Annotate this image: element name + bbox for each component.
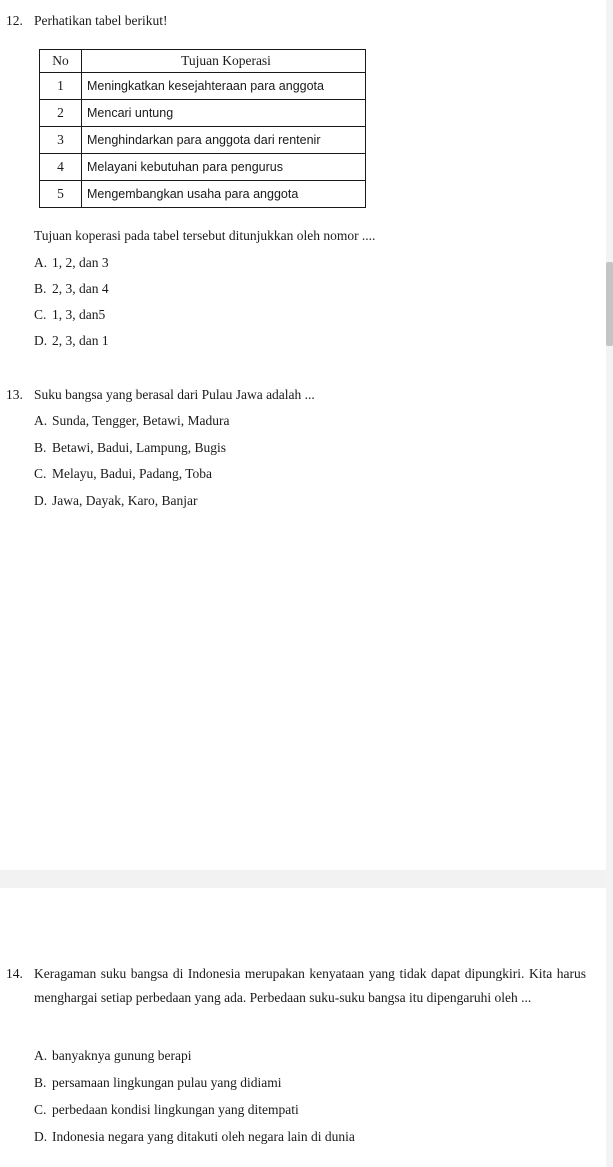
option-letter: D. [34,1129,48,1144]
column-header-no: No [40,50,82,73]
question-14-number: 14. [6,966,23,981]
table-row [40,73,366,100]
cooperative-goals-table [39,49,366,208]
row-goal: Mengembangkan usaha para anggota [82,181,366,208]
table-row [40,181,366,208]
table-row [40,154,366,181]
option-text: 2, 3, dan 4 [52,281,109,296]
question-14-option-c[interactable] [34,1102,299,1118]
row-number: 4 [40,154,82,181]
option-letter: B. [34,1075,47,1090]
option-text: 1, 2, dan 3 [52,255,109,270]
option-letter: C. [34,466,47,481]
option-letter: C. [34,1102,47,1117]
question-14-option-a[interactable] [34,1048,191,1064]
option-text: Sunda, Tengger, Betawi, Madura [52,413,230,428]
option-text: Jawa, Dayak, Karo, Banjar [52,493,198,508]
table-header-row [40,50,366,73]
question-12-option-d[interactable] [34,333,109,349]
question-14-text: Keragaman suku bangsa di Indonesia merupakan kenyataan yang tidak dapat dipungkiri. Kita harus menghargai setiap perbedaan yang ada. Perbedaan suku-suku bangsa itu dipengaruhi oleh ... [34,966,586,1005]
option-letter: B. [34,440,47,455]
question-13-option-c[interactable] [34,466,212,482]
column-header-goal: Tujuan Koperasi [82,50,366,73]
option-letter: A. [34,1048,48,1063]
option-text: Melayu, Badui, Padang, Toba [52,466,213,481]
question-13-number: 13. [6,387,23,402]
option-text: banyaknya gunung berapi [52,1048,192,1063]
option-letter: A. [34,255,48,270]
row-goal: Melayani kebutuhan para pengurus [82,154,366,181]
question-12-option-b[interactable] [34,281,109,297]
row-goal: Meningkatkan kesejahteraan para anggota [82,73,366,100]
option-text: perbedaan kondisi lingkungan yang ditempati [52,1102,299,1117]
scrollbar-track[interactable] [606,0,613,1167]
option-text: Indonesia negara yang ditakuti oleh negara lain di dunia [52,1129,355,1144]
question-13-option-d[interactable] [34,493,197,509]
scrollbar-thumb[interactable] [606,262,613,346]
option-text: Betawi, Badui, Lampung, Bugis [52,440,226,455]
question-13-option-b[interactable] [34,440,226,456]
row-goal: Menghindarkan para anggota dari rentenir [82,127,366,154]
page-break [0,870,606,888]
row-number: 2 [40,100,82,127]
question-13-option-a[interactable] [34,413,229,429]
option-letter: B. [34,281,47,296]
row-number: 3 [40,127,82,154]
option-letter: A. [34,413,48,428]
option-text: persamaan lingkungan pulau yang didiami [52,1075,282,1090]
question-12-option-a[interactable] [34,255,109,271]
row-goal: Mencari untung [82,100,366,127]
option-letter: D. [34,333,48,348]
option-letter: D. [34,493,48,508]
option-text: 1, 3, dan5 [52,307,106,322]
row-number: 1 [40,73,82,100]
question-12-prompt: Perhatikan tabel berikut! [34,13,168,28]
question-12-number: 12. [6,13,23,28]
row-number: 5 [40,181,82,208]
table-row [40,127,366,154]
question-12-text: Tujuan koperasi pada tabel tersebut ditunjukkan oleh nomor .... [34,228,376,243]
table-row [40,100,366,127]
option-letter: C. [34,307,47,322]
question-12-option-c[interactable] [34,307,105,323]
question-14-option-d[interactable] [34,1129,355,1145]
question-14-option-b[interactable] [34,1075,281,1091]
option-text: 2, 3, dan 1 [52,333,109,348]
question-13-text: Suku bangsa yang berasal dari Pulau Jawa adalah ... [34,387,315,402]
